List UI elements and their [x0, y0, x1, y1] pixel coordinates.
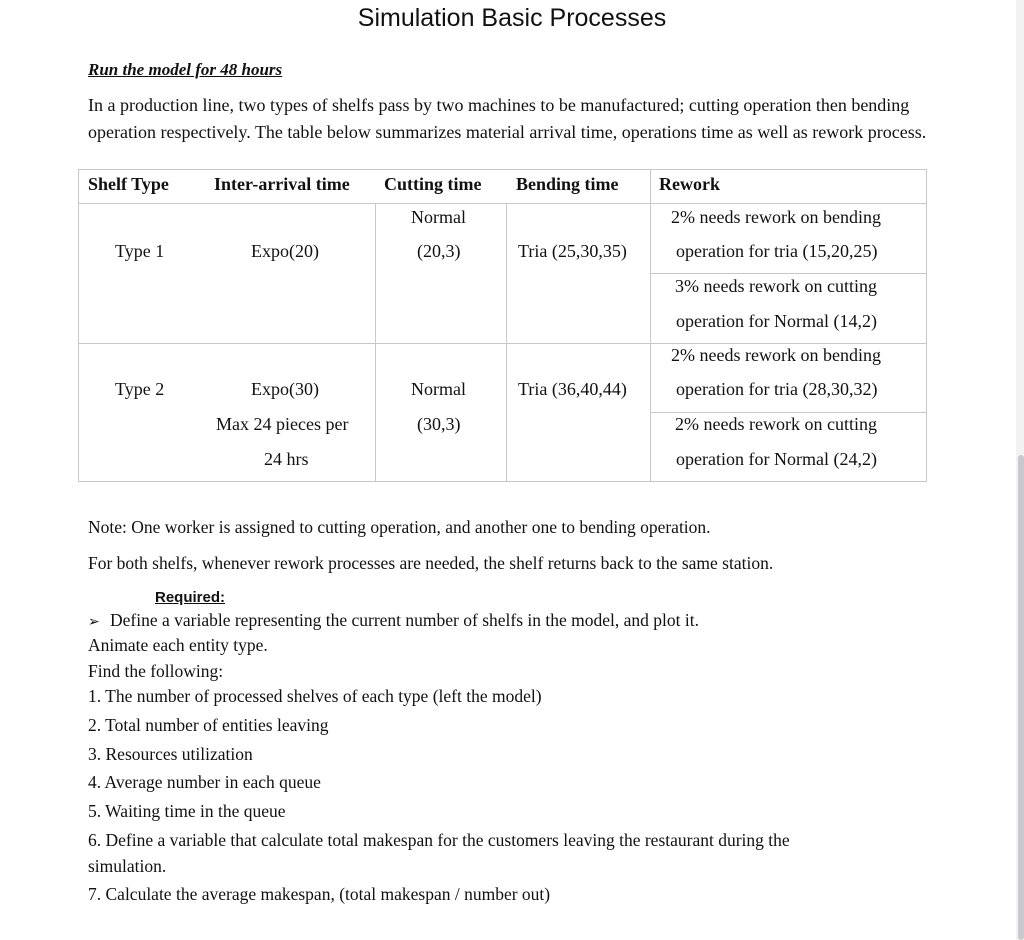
intro-paragraph: In a production line, two types of shelfs pass by two machines to be manufactured; cutting operation then bending operation respectively. The table below summarizes material arrival time, operations time as well as rework process. [88, 95, 927, 142]
table-rule [926, 169, 927, 482]
type2-rework-line: 2% needs rework on cutting [675, 414, 877, 434]
header-bending-time: Bending time [516, 174, 619, 194]
header-cutting-time: Cutting time [384, 174, 482, 194]
type1-bending: Tria (25,30,35) [518, 241, 627, 261]
type2-arrival: Expo(30) [251, 379, 319, 399]
type2-arrival-limit: Max 24 pieces per [216, 414, 349, 434]
scrollbar-track[interactable] [1016, 0, 1024, 940]
type1-name: Type 1 [115, 241, 165, 261]
type2-cutting-params: (30,3) [417, 414, 461, 434]
table-rule [78, 169, 927, 170]
arrow-bullet-icon: ➢ [88, 614, 100, 630]
type2-name: Type 2 [115, 379, 165, 399]
run-heading: Run the model for 48 hours [88, 60, 283, 79]
type2-rework-line: operation for Normal (24,2) [676, 449, 877, 469]
animate-line: Animate each entity type. [88, 635, 268, 655]
list-item-continuation: simulation. [88, 856, 167, 876]
type1-arrival: Expo(20) [251, 241, 319, 261]
header-rework: Rework [659, 174, 720, 194]
table-rule [506, 203, 507, 482]
process-table [78, 169, 927, 482]
list-item: 6. Define a variable that calculate total makespan for the customers leaving the restaurant during the [88, 830, 790, 850]
type1-rework-line: 3% needs rework on cutting [675, 276, 877, 296]
page-title: Simulation Basic Processes [357, 4, 667, 32]
required-label: Required: [155, 589, 226, 606]
list-item: 2. Total number of entities leaving [88, 715, 329, 735]
type2-rework-line: 2% needs rework on bending [671, 345, 881, 365]
list-item: 3. Resources utilization [88, 744, 253, 764]
list-item: 7. Calculate the average makespan, (total makespan / number out) [88, 884, 551, 904]
type1-cutting-dist: Normal [411, 207, 466, 227]
bullet-text: Define a variable representing the current number of shelfs in the model, and plot it. [110, 610, 699, 630]
find-line: Find the following: [88, 661, 224, 681]
list-item: 1. The number of processed shelves of each type (left the model) [88, 686, 542, 706]
type1-rework-line: operation for Normal (14,2) [676, 311, 877, 331]
table-rule [78, 203, 927, 204]
table-rule [78, 481, 927, 482]
type2-arrival-period: 24 hrs [264, 449, 309, 469]
note-worker: Note: One worker is assigned to cutting operation, and another one to bending operation. [88, 517, 711, 537]
header-inter-arrival: Inter-arrival time [214, 174, 350, 194]
table-rule [650, 412, 927, 413]
table-rule [78, 169, 79, 482]
scrollbar-thumb[interactable] [1018, 455, 1024, 940]
note-rework: For both shelfs, whenever rework processes are needed, the shelf returns back to the same station. [88, 553, 774, 573]
type2-cutting-dist: Normal [411, 379, 466, 399]
type2-rework-line: operation for tria (28,30,32) [676, 379, 878, 399]
table-rule [375, 203, 376, 482]
type1-rework-line: operation for tria (15,20,25) [676, 241, 878, 261]
list-item: 5. Waiting time in the queue [88, 801, 286, 821]
list-item: 4. Average number in each queue [88, 772, 321, 792]
type1-rework-line: 2% needs rework on bending [671, 207, 881, 227]
table-rule [78, 343, 927, 344]
bullet-item [88, 610, 699, 631]
type1-cutting-params: (20,3) [417, 241, 461, 261]
type2-bending: Tria (36,40,44) [518, 379, 627, 399]
table-rule [650, 169, 651, 482]
header-shelf-type: Shelf Type [88, 174, 169, 194]
table-rule [650, 273, 927, 274]
